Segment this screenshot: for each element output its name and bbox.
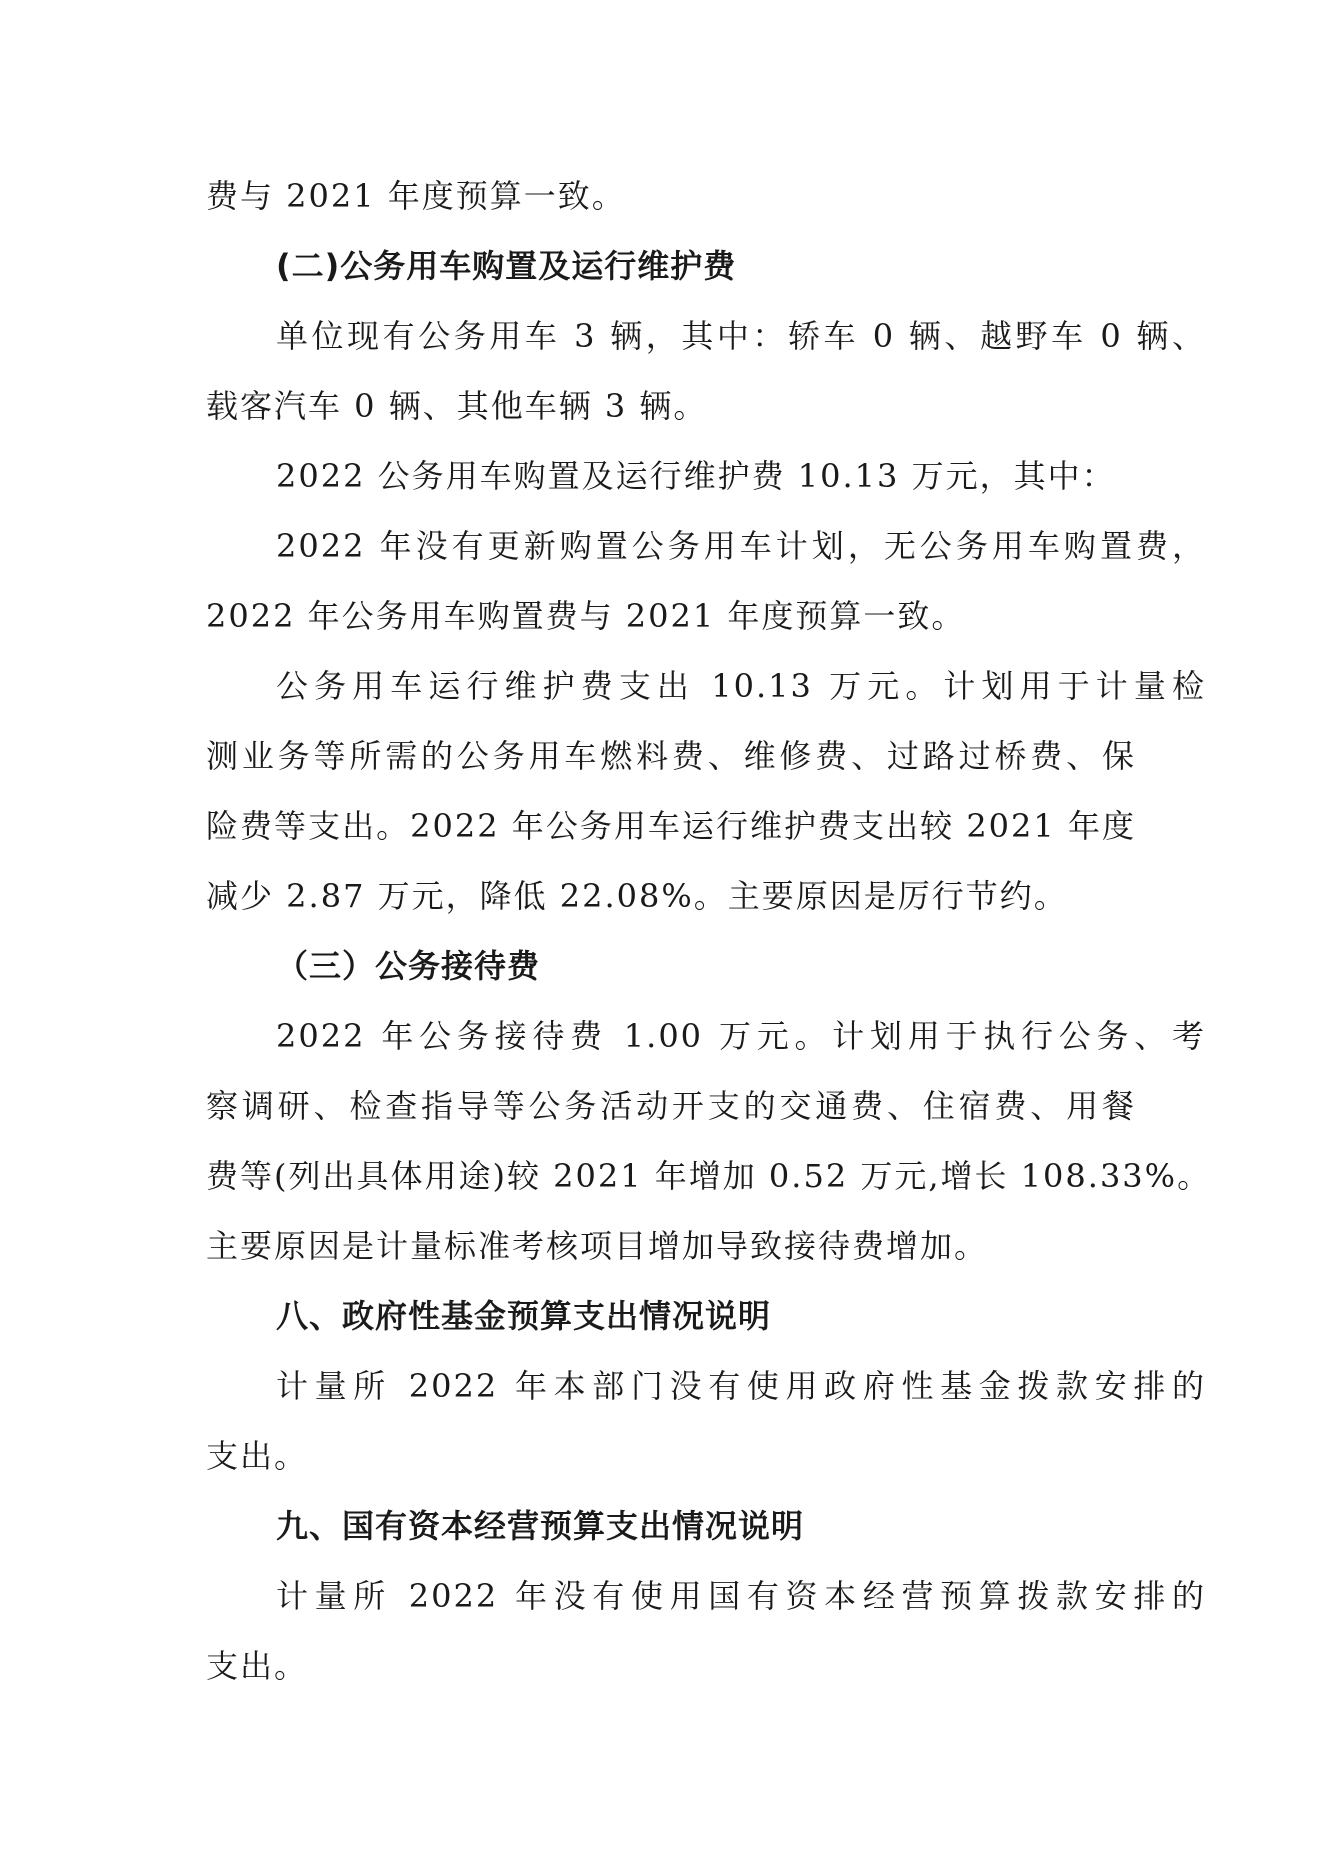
section-heading: 九、国有资本经营预算支出情况说明 — [276, 1507, 805, 1545]
section-heading: 八、政府性基金预算支出情况说明 — [276, 1297, 772, 1335]
paragraph-line: 测业务等所需的公务用车燃料费、维修费、过路过桥费、保 — [206, 737, 1136, 775]
paragraph-line: 2022 年公务接待费 1.00 万元。计划用于执行公务、考 — [276, 1017, 1206, 1055]
paragraph-line: 2022 年没有更新购置公务用车计划，无公务用车购置费， — [276, 527, 1206, 565]
paragraph-line: 险费等支出。2022 年公务用车运行维护费支出较 2021 年度 — [206, 807, 1136, 845]
paragraph-line: 主要原因是计量标准考核项目增加导致接待费增加。 — [206, 1227, 989, 1265]
paragraph-line: 计量所 2022 年本部门没有使用政府性基金拨款安排的 — [276, 1367, 1206, 1405]
paragraph-line: 支出。 — [206, 1647, 309, 1685]
paragraph-line: 单位现有公务用车 3 辆，其中：轿车 0 辆、越野车 0 辆、 — [276, 317, 1206, 355]
paragraph-line: 费等(列出具体用途)较 2021 年增加 0.52 万元,增长 108.33%。 — [206, 1157, 1212, 1195]
paragraph-line: 2022 年公务用车购置费与 2021 年度预算一致。 — [206, 597, 966, 635]
paragraph-line: 公务用车运行维护费支出 10.13 万元。计划用于计量检 — [276, 667, 1206, 705]
paragraph-line: 支出。 — [206, 1437, 309, 1475]
paragraph-line: 计量所 2022 年没有使用国有资本经营预算拨款安排的 — [276, 1577, 1206, 1615]
paragraph-line: 察调研、检查指导等公务活动开支的交通费、住宿费、用餐 — [206, 1087, 1136, 1125]
section-heading: (二)公务用车购置及运行维护费 — [276, 247, 737, 285]
paragraph-line: 2022 公务用车购置及运行维护费 10.13 万元，其中： — [276, 457, 1116, 495]
section-heading: （三）公务接待费 — [276, 947, 541, 985]
paragraph-line: 载客汽车 0 辆、其他车辆 3 辆。 — [206, 387, 708, 425]
paragraph-line: 费与 2021 年度预算一致。 — [206, 177, 626, 215]
paragraph-line: 减少 2.87 万元，降低 22.08%。主要原因是厉行节约。 — [206, 877, 1068, 915]
